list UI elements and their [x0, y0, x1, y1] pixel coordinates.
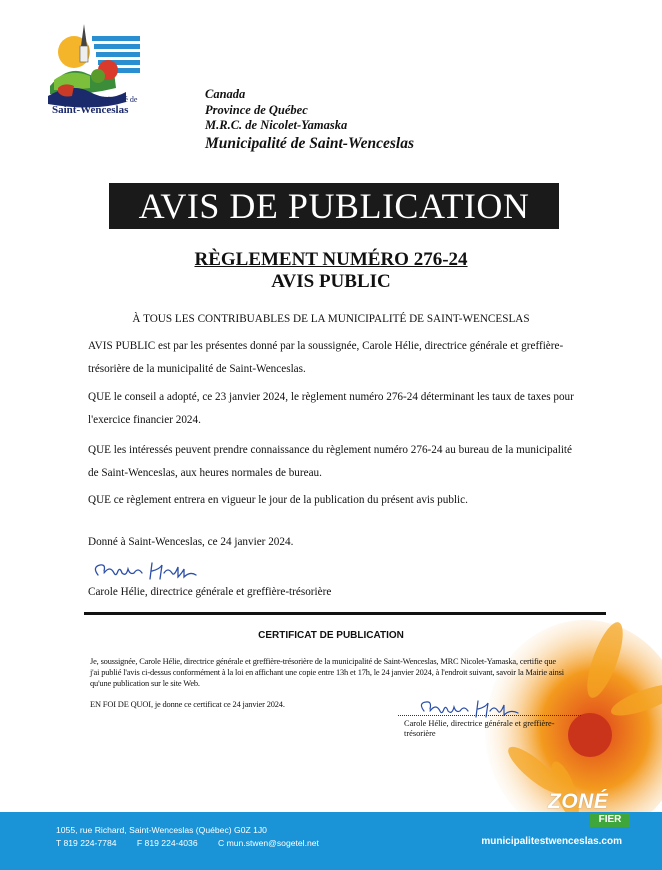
- paragraph-2-line-1: QUE le conseil a adopté, ce 23 janvier 2024, le règlement numéro 276-24 déterminant les taux de taxes pour: [88, 391, 574, 403]
- certificate-line-2: j'ai publié l'avis ci-dessus conformément à la loi en affichant une copie entre 13h et 17h, le 24 janvier 2024, à l'endroit suivant, savoir la Mairie ainsi: [90, 668, 564, 677]
- letterhead: [205, 87, 414, 153]
- paragraph-3-line-1: QUE les intéressés peuvent prendre connaissance du règlement numéro 276-24 au bureau de la municipalité: [88, 444, 573, 456]
- footer-bar: [0, 812, 662, 870]
- mrc: M.R.C. de Nicolet-Yamaska: [205, 118, 348, 132]
- footer-phone: T 819 224-7784: [56, 838, 117, 848]
- certificate-line-1: Je, soussignée, Carole Hélie, directrice générale et greffière-trésorière de la municipalité de Saint-Wenceslas, MRC Nicolet-Yamaska, certifie que: [90, 657, 556, 666]
- certificate-signatory: [404, 719, 564, 739]
- signature-image: [90, 557, 205, 585]
- page-title: AVIS DE PUBLICATION: [109, 183, 559, 229]
- paragraph-3: [88, 444, 600, 480]
- municipality-name: Municipalité de Saint-Wenceslas: [205, 134, 414, 152]
- paragraph-2-line-2: l'exercice financier 2024.: [88, 414, 201, 426]
- signature-line: [398, 715, 581, 716]
- subtitle: AVIS PUBLIC: [271, 271, 391, 292]
- given-date: Donné à Saint-Wenceslas, ce 24 janvier 2024.: [88, 536, 294, 548]
- certificate-title: CERTIFICAT DE PUBLICATION: [258, 630, 404, 641]
- footer-address: 1055, rue Richard, Saint-Wenceslas (Québec) G0Z 1J0: [56, 825, 267, 835]
- paragraph-1-line-1: AVIS PUBLIC est par les présentes donné par la soussignée, Carole Hélie, directrice générale et greffière-: [88, 340, 564, 352]
- footer-email: C mun.stwen@sogetel.net: [218, 838, 319, 848]
- country: Canada: [205, 87, 246, 101]
- certificate-attestation: EN FOI DE QUOI, je donne ce certificat ce 24 janvier 2024.: [90, 700, 285, 709]
- certificate-signatory-line-2: trésorière: [404, 729, 436, 738]
- paragraph-1-line-2: trésorière de la municipalité de Saint-Wenceslas.: [88, 363, 306, 375]
- paragraph-4: QUE ce règlement entrera en vigueur le jour de la publication du présent avis public.: [88, 494, 468, 506]
- certificate-text: [90, 656, 610, 689]
- regulation-title: RÈGLEMENT NUMÉRO 276-24: [194, 249, 468, 270]
- footer-contacts: [56, 838, 337, 848]
- certificate-signature-image: [418, 697, 528, 721]
- brand-fier: FIER: [590, 813, 630, 827]
- brand-zone: ZONÉ: [548, 790, 609, 813]
- footer-website: municipalitestwenceslas.com: [481, 836, 622, 847]
- logo-caption-name: Saint-Wenceslas: [52, 104, 129, 116]
- paragraph-1: [88, 340, 600, 376]
- paragraph-2: [88, 391, 600, 427]
- addressee-line: À TOUS LES CONTRIBUABLES DE LA MUNICIPALITÉ DE SAINT-WENCESLAS: [132, 313, 530, 325]
- footer-fax: F 819 224-4036: [136, 838, 198, 848]
- paragraph-3-line-2: de Saint-Wenceslas, aux heures normales de bureau.: [88, 467, 322, 479]
- signatory-name: Carole Hélie, directrice générale et greffière-trésorière: [88, 586, 332, 598]
- certificate-line-3: qu'une publication sur le site Web.: [90, 679, 200, 688]
- logo-caption-small: Municipalité de: [87, 95, 138, 104]
- province: Province de Québec: [205, 102, 308, 117]
- certificate-signatory-line-1: Carole Hélie, directrice générale et greffière-: [404, 719, 555, 728]
